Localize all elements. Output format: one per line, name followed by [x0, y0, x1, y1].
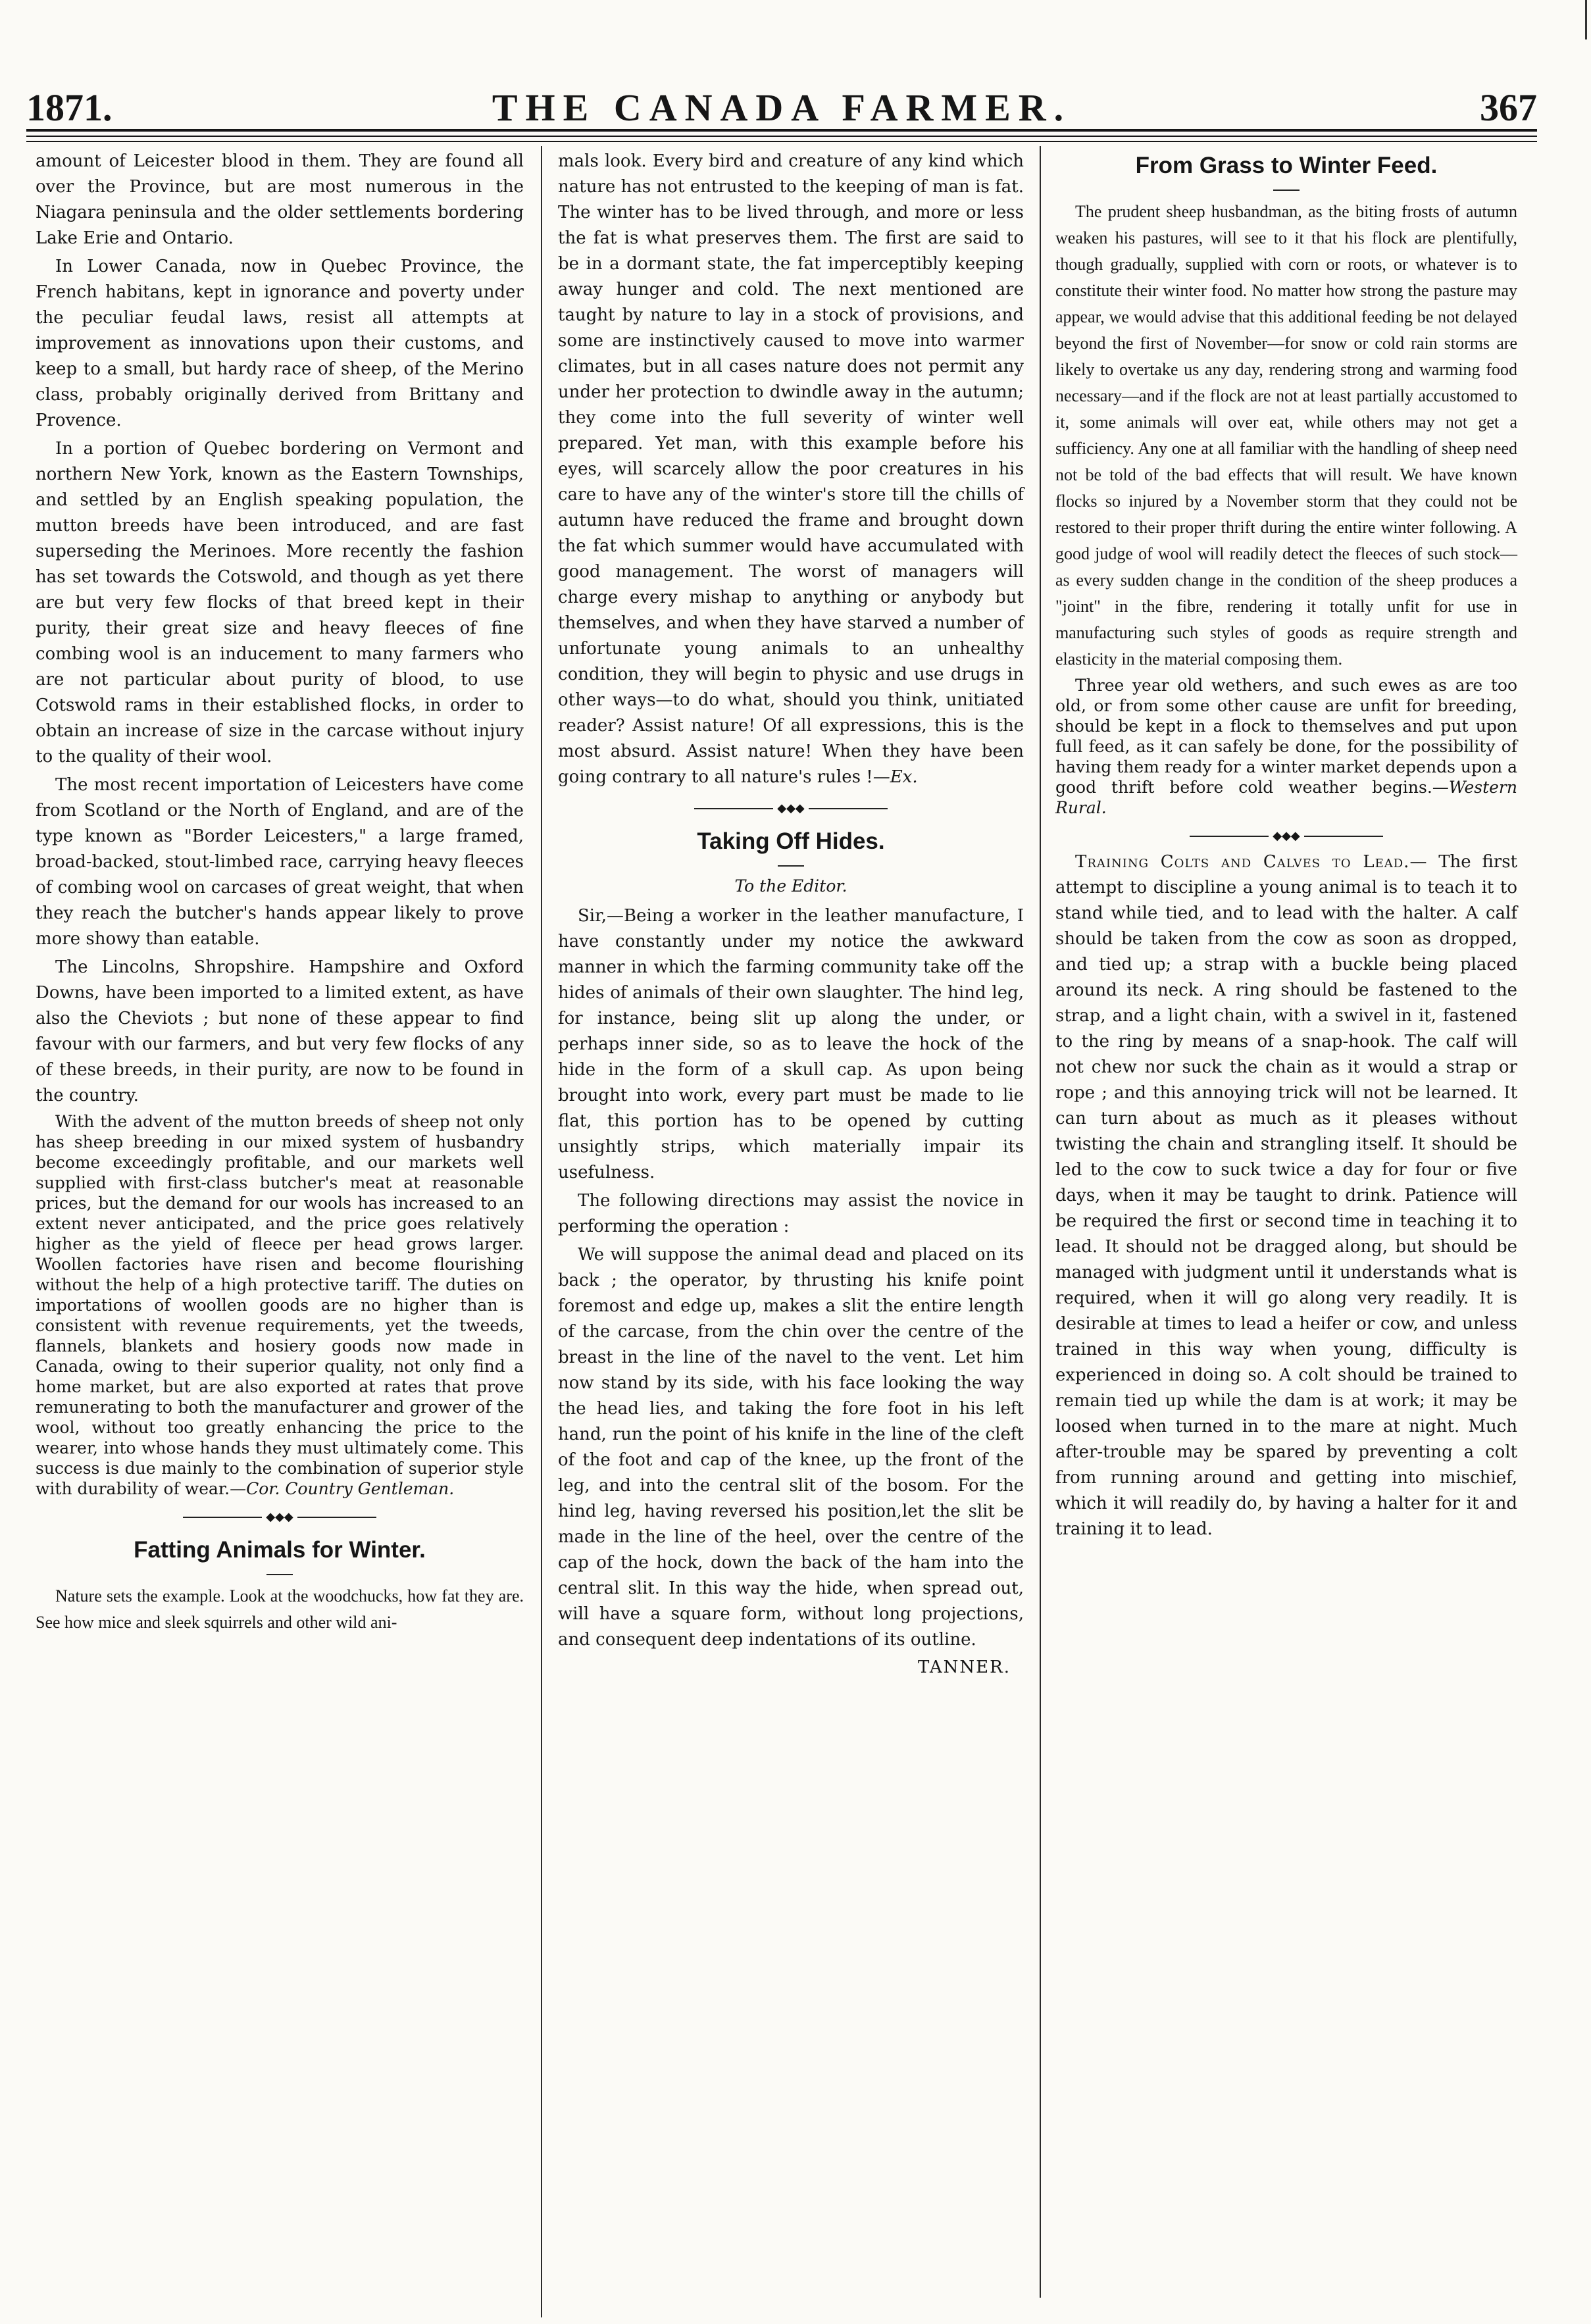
paragraph: The prudent sheep husbandman, as the biting frosts of autumn weaken his pastures, will see to it that his flock are plentifully, though gradually, supplied with corn or roots, or whatever is to constitute their winter food. No matter how strong the pasture may appear, we would advise that this additional feeding be not delayed beyond the first of November—for snow or cold rain storms are likely to overtake us any day, rendering strong and warming food necessary—and if the flock are not at least partially accustomed to it, some animals will over eat, while others may not get a sufficiency. Any one at all familiar with the handling of sheep need not be told of the bad effects that will result. We have known flocks so injured by a November storm that they could not be restored to their proper thrift during the entire winter following. A good judge of wool will readily detect the fleeces of such stock—as every sudden change in the condition of the sheep produces a "joint" in the fibre, rendering it totally unfit for use in manufacturing such styles of goods as require strength and elasticity in the material composing them. [1055, 202, 1517, 669]
paragraph [1055, 675, 1517, 818]
paragraph-text: mals look. Every bird and creature of any kind which nature has not entrusted to the keeping of man is fat. The winter has to be lived through, and more or less the fat is what preserves them. The first are said to be in a dormant state, the fat imperceptibly keeping away hunger and cold. The next mentioned are taught by nature to lay in a stock of provisions, and some are instinctively caused to move into warmer climates, but in all cases nature does not permit any under her protection to dwindle away in the autumn; they come into the full severity of winter well prepared. Yet man, with this example before his eyes, will scarcely allow the poor creatures in his care to have any of the winter's store till the chills of autumn have reduced the frame and brought down the fat which summer would have accumulated with good management. The worst of managers will charge every mishap to anything or anybody but themselves, and when they have starved a number of unfortunate young animals to an unhealthy condition, they will begin to physic and use drugs in other ways—to do what, should you think, unitiated reader? Assist nature! Of all expressions, this is the most absurd. Assist nature! When they have been going contrary to all nature's rules ! [558, 151, 1024, 787]
paragraph: We will suppose the animal dead and placed on its back ; the operator, by thrusting his knife point foremost and edge up, makes a slit the entire length of the carcase, from the chin over the centre of the breast in the line of the navel to the vent. Let him now stand by its side, with his face looking the way the head lies, and taking the fore foot in his left hand, run the point of his knife in the line of the cleft of the foot and cap of the knee, up the front of the leg, and into the central slit of the bosom. For the hind leg, having reversed his position,let the slit be made in the line of the heel, over the centre of the cap of the hock, down the back of the ham into the central slit. In this way the hide, when spread out, will have a square form, without long projections, and consequent deep indentations of its outline. [558, 1245, 1024, 1650]
newspaper-title: THE CANADA FARMER. [492, 86, 1072, 129]
paragraph [558, 149, 1024, 790]
article-heading: Fatting Animals for Winter. [134, 1537, 426, 1563]
heading-rule [266, 1574, 293, 1575]
paragraph [36, 1111, 524, 1499]
issue-year: 1871. [26, 86, 113, 129]
page-number: 367 [1480, 86, 1537, 129]
paragraph-text: With the advent of the mutton breeds of sheep not only has sheep breeding in our mixed system of husbandry become exceedingly profitable, and our markets well supplied with first-class butcher's meat at reasonable prices, but the demand for our wools has increased to an extent never anticipated, and the price goes relatively higher as the yield of fleece per head grows larger. Woollen factories have risen and become flourishing without the help of a high protective tariff. The duties on importations of woollen goods are no higher than is consistent with revenue requirements, yet the tweeds, flannels, blankets and hosiery goods now made in Canada, owing to their superior quality, not only find a home market, but are also exported at rates that prove remunerating to both the manufacturer and grower of the wool, without too greatly enhancing the price to the wearer, into whose hands they must ultimately come. This success is due mainly to the combination of superior style with durability of wear. [36, 1112, 524, 1498]
column-3 [1055, 149, 1517, 1545]
paragraph: The most recent importation of Leicesters have come from Scotland or the North of England, and are of the type known as "Border Leicesters," a large framed, broad-backed, stout-limbed race, carrying heavy fleeces of combing wool on carcases of great weight, that when they reach the butcher's hands appear likely to prove more showy than eatable. [36, 775, 524, 949]
article-heading: From Grass to Winter Feed. [1135, 153, 1438, 178]
masthead-rule [26, 129, 1537, 132]
signature: TANNER. [917, 1657, 1011, 1677]
article-heading: Taking Off Hides. [697, 828, 885, 854]
masthead-rule [26, 141, 1537, 142]
section-ornament: ◆◆◆ [558, 802, 1024, 815]
paragraph: amount of Leicester blood in them. They are found all over the Province, but are most numerous in the Niagara peninsula and the older settlements bordering Lake Erie and Ontario. [36, 151, 524, 248]
column-divider [541, 146, 542, 2317]
column-1 [36, 149, 524, 1638]
paragraph: In a portion of Quebec bordering on Vermont and northern New York, known as the Eastern Townships, and settled by an English speaking population, the mutton breeds have been introduced, and are fast superseding the Merinoes. More recently the fashion has set towards the Cotswold, and though as yet there are but very few flocks of that breed kept in their purity, their great size and heavy fleeces of fine combing wool is an inducement to many farmers who are not particular about purity of blood, to use Cotswold rams in their established flocks, in order to obtain an increase of size in the carcase without injury to the quality of their wool. [36, 439, 524, 767]
heading-rule [778, 865, 804, 867]
paragraph-text: The first attempt to discipline a young animal is to teach it to stand while tied, and to lead with the halter. A calf should be taken from the cow as soon as dropped, and tied up; a strap with a buckle being placed around its neck. A ring should be fastened to the strap, and a light chain, with a swivel in it, fastened to the ring by means of a snap-hook. The calf will not chew nor suck the chain as it would a strap or rope ; and this annoying trick will not be learned. It can turn about as much as it pleases without twisting the chain and strangling itself. It should be led to the cow to suck twice a day for four or five days, when it may be taught to drink. Patience will be required the first or second time in teaching it to lead. It should not be dragged along, but should be managed with judgment until it understands what is required, when it will go along very readily. It is desirable at times to lead a heifer or cow, and unless trained in this way when young, difficulty is experienced in doing so. A colt should be trained to remain tied up while the dam is at work; it may be loosed when turned in to the mare at night. Much after-trouble may be spared by preventing a colt from running around and getting into mischief, which it will readily do, by having a halter for it and training it to lead. [1055, 852, 1518, 1539]
page-edge-mark [1585, 0, 1587, 39]
paragraph: Nature sets the example. Look at the woodchucks, how fat they are. See how mice and sleek squirrels and other wild ani- [36, 1586, 524, 1632]
paragraph: The following directions may assist the novice in performing the operation : [558, 1191, 1024, 1236]
paragraph: In Lower Canada, now in Quebec Province, the French habitans, kept in ignorance and poverty under the peculiar feudal laws, resist all attempts at improvement as innovations upon their customs, and keep to a small, but hardy race of sheep, of the Merino class, probably originally derived from Brittany and Provence. [36, 257, 524, 430]
column-2 [558, 149, 1024, 1679]
article-run-in-title: Training Colts and Calves to Lead.— [1075, 852, 1428, 872]
heading-rule [1273, 189, 1300, 191]
paragraph: The Lincolns, Shropshire. Hampshire and Oxford Downs, have been imported to a limited extent, as have also the Cheviots ; but none of these appear to find favour with our farmers, and but very few flocks of any of these breeds, in their purity, are now to be found in the country. [36, 957, 524, 1105]
section-ornament: ◆◆◆ [36, 1511, 524, 1524]
paragraph: Sir,—Being a worker in the leather manufacture, I have constantly under my notice the awkward manner in which the farming community take off the hides of animals of their own slaughter. The hind leg, for instance, being slit up along the under, or perhaps inner side, so as to leave the hock of the hide in the form of a skull cap. As upon being brought into work, every part must be made to lie flat, this portion has to be opened by cutting unsightly strips, which materially impair its usefulness. [558, 906, 1024, 1182]
column-divider [1040, 146, 1041, 2298]
section-ornament: ◆◆◆ [1055, 830, 1517, 843]
source-credit: —Cor. Country Gentleman. [230, 1479, 455, 1498]
masthead-rule [26, 136, 1537, 137]
letter-salutation: To the Editor. [734, 876, 847, 896]
source-credit: —Ex. [872, 767, 918, 787]
paragraph-text: Three year old wethers, and such ewes as are too old, or from some other cause are unfit for breeding, should be kept in a flock to themselves and put upon full feed, as it can safely be done, for the possibility of having them ready for a winter market depends upon a good thrift before cold weather begins. [1055, 676, 1517, 797]
source-credit: —Western Rural. [1055, 778, 1517, 817]
paragraph [1055, 849, 1517, 1542]
